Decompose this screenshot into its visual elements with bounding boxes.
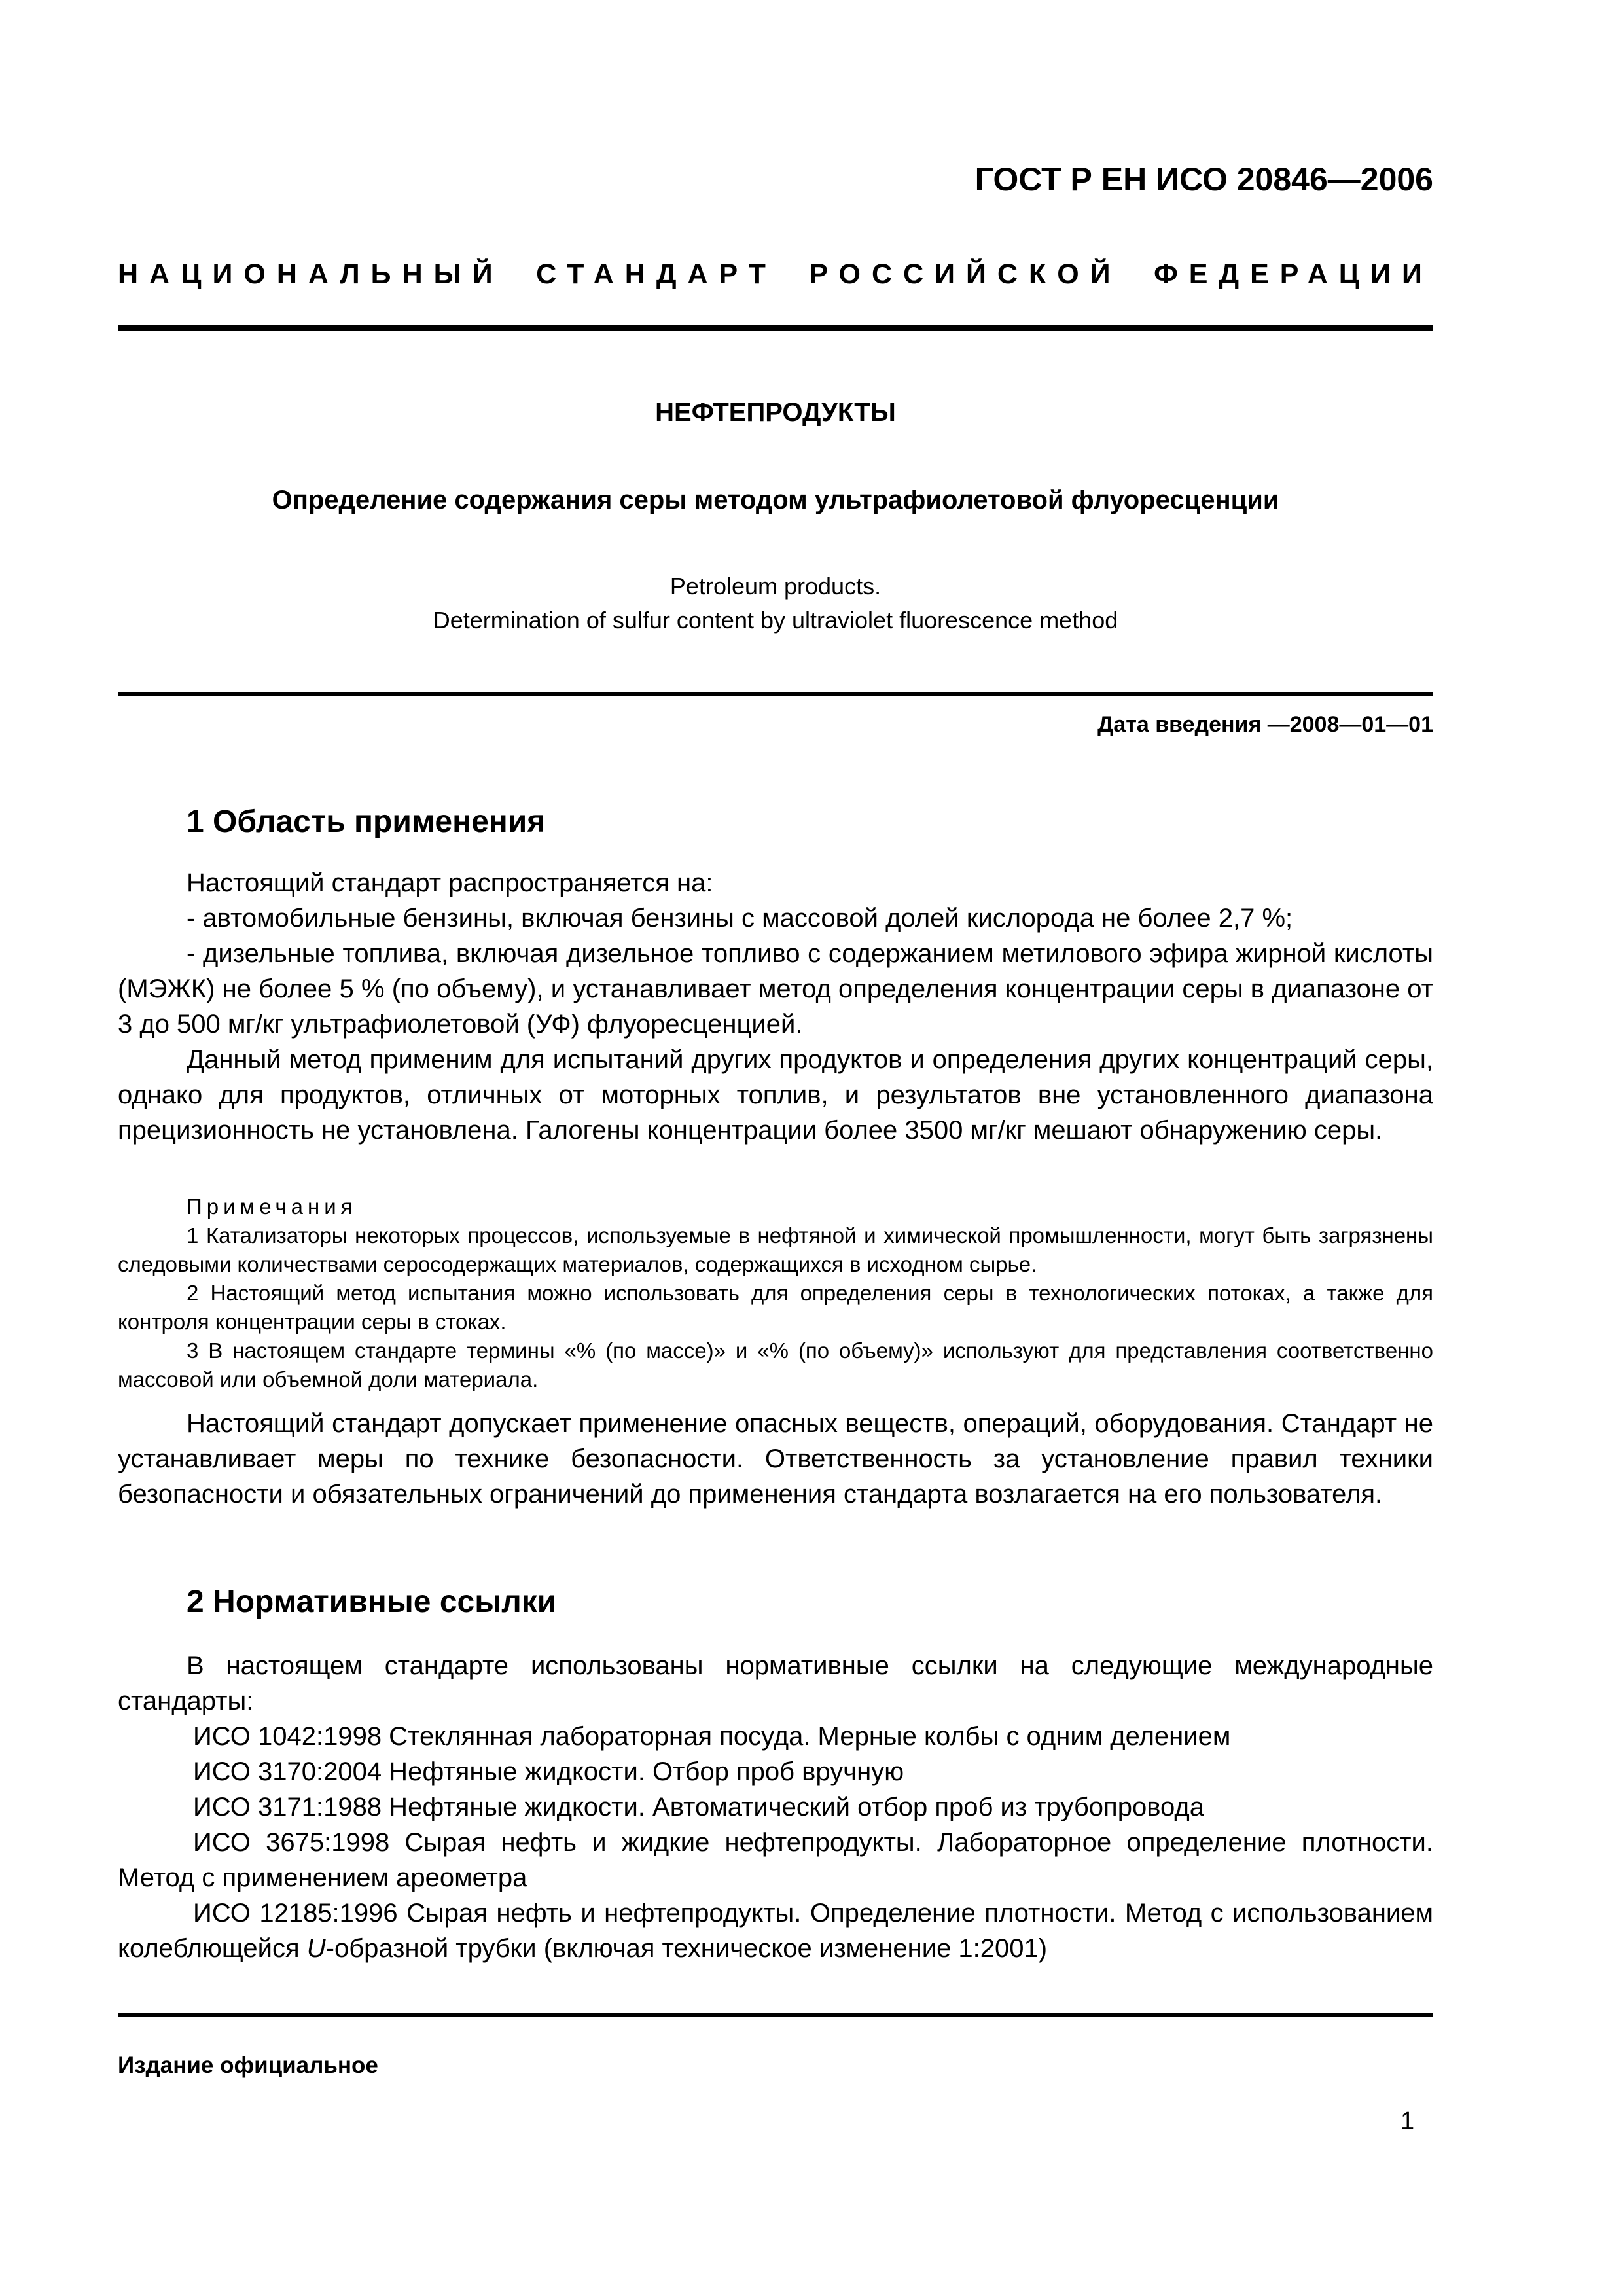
reference-item: ИСО 3170:2004 Нефтяные жидкости. Отбор проб вручную xyxy=(193,1757,904,1786)
header-rule xyxy=(118,325,1433,331)
english-title-line: Determination of sulfur content by ultraviolet fluorescence method xyxy=(433,607,1118,634)
page-number: 1 xyxy=(1400,2108,1415,2135)
introduction-date: Дата введения —2008—01—01 xyxy=(1097,712,1433,737)
section-1-body xyxy=(118,865,1433,1148)
reference-item: ИСО 3171:1988 Нефтяные жидкости. Автоматический отбор проб из трубопровода xyxy=(193,1793,1204,1821)
document-title: НЕФТЕПРОДУКТЫ xyxy=(655,398,896,427)
official-edition-label: Издание официальное xyxy=(118,2053,378,2078)
references-intro: В настоящем стандарте использованы нормативные ссылки на следующие международные стандарты: xyxy=(118,1651,1433,1715)
section-1-heading: 1 Область применения xyxy=(187,804,546,839)
safety-paragraph: Настоящий стандарт допускает применение опасных веществ, операций, оборудования. Стандарт не устанавливает меры по технике безопасности. Ответственность за установление правил техники безопасности и обязательных ограничений до применения стандарта возлагается на его пользователя. xyxy=(118,1409,1433,1509)
safety-paragraph-block xyxy=(118,1406,1433,1512)
reference-item: ИСО 3675:1998 Сырая нефть и жидкие нефтепродукты. Лабораторное определение плотности. Метод с применением ареометра xyxy=(118,1828,1433,1892)
title-rule xyxy=(118,692,1433,696)
english-title-line: Petroleum products. xyxy=(669,573,882,600)
notes-block xyxy=(118,1193,1433,1394)
banner-word: РОССИЙСКОЙ xyxy=(809,259,1122,290)
normative-references xyxy=(118,1648,1433,1966)
banner-word: ФЕДЕРАЦИИ xyxy=(1154,259,1433,290)
paragraph: Настоящий стандарт распространяется на: xyxy=(187,869,713,897)
paragraph: Данный метод применим для испытаний других продуктов и определения других концентраций серы, однако для продуктов, отличных от моторных топлив, и результатов вне установленного диапазона прецизионность не установлена. Галогены концентрации более 3500 мг/кг мешают обнаружению серы. xyxy=(118,1045,1433,1145)
document-id: ГОСТ Р ЕН ИСО 20846—2006 xyxy=(974,161,1433,198)
footer-rule xyxy=(118,2013,1433,2017)
note-item: 2 Настоящий метод испытания можно использовать для определения серы в технологических потоках, а также для контроля концентрации серы в стоках. xyxy=(118,1281,1433,1334)
reference-italic-letter: U xyxy=(306,1934,326,1963)
notes-title: Примечания xyxy=(187,1194,357,1219)
paragraph: - дизельные топлива, включая дизельное топливо с содержанием метилового эфира жирной кислоты (МЭЖК) не более 5 % (по объему), и устанавливает метод определения концентрации серы в диапазоне от 3 до 500 мг/кг ультрафиолетовой (УФ) флуоресценцией. xyxy=(118,939,1433,1039)
reference-item xyxy=(118,1895,1433,1966)
reference-text: -образной трубки (включая техническое изменение 1:2001) xyxy=(325,1934,1048,1963)
banner-word: СТАНДАРТ xyxy=(536,259,777,290)
banner-word: НАЦИОНАЛЬНЫЙ xyxy=(118,259,504,290)
document-subtitle: Определение содержания серы методом ультрафиолетовой флуоресценции xyxy=(272,486,1279,514)
section-2-heading: 2 Нормативные ссылки xyxy=(187,1585,557,1619)
reference-item: ИСО 1042:1998 Стеклянная лабораторная посуда. Мерные колбы с одним делением xyxy=(193,1722,1231,1751)
national-standard-banner xyxy=(118,259,1433,291)
reference-text: ИСО 12185:1996 Сырая нефть и нефтепродукты. Определение плотности. Метод с использованием колеблющейся xyxy=(118,1899,1433,1963)
english-title xyxy=(118,569,1433,637)
note-item: 3 В настоящем стандарте термины «% (по массе)» и «% (по объему)» используют для представления соответственно массовой или объемной доли материала. xyxy=(118,1338,1433,1391)
note-item: 1 Катализаторы некоторых процессов, используемые в нефтяной и химической промышленности, могут быть загрязнены следовыми количествами серосодержащих материалов, содержащихся в исходном сырье. xyxy=(118,1223,1433,1276)
paragraph: - автомобильные бензины, включая бензины с массовой долей кислорода не более 2,7 %; xyxy=(187,904,1293,933)
